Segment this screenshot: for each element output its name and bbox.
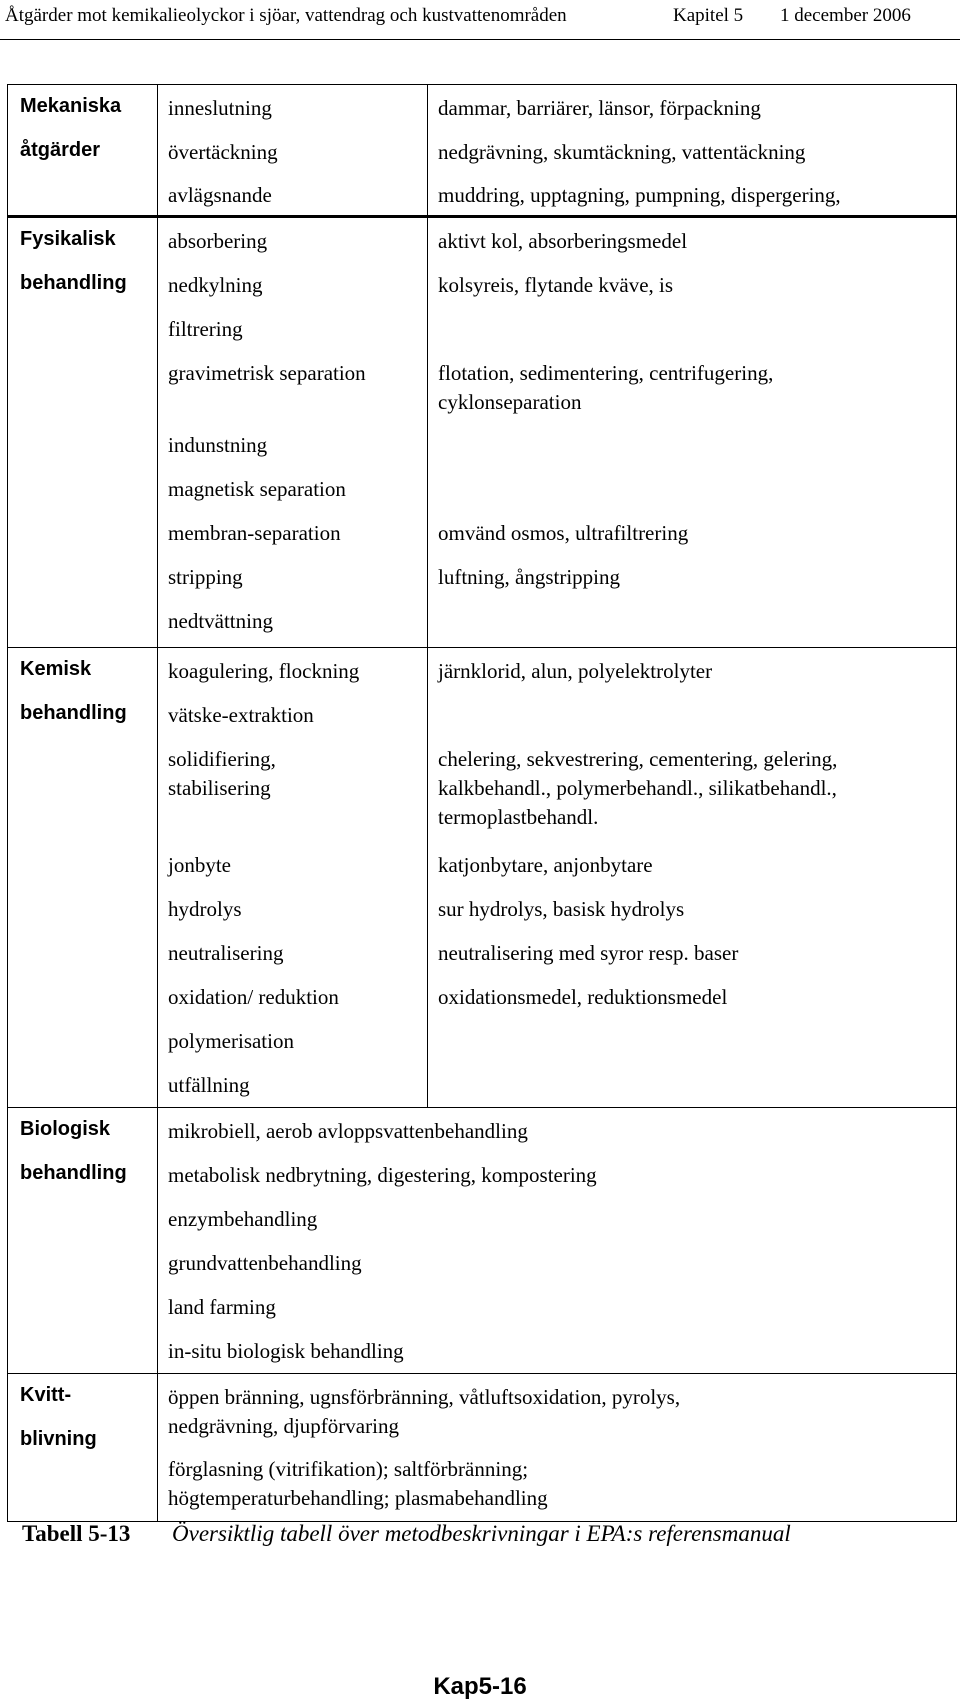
method-item: stripping	[168, 565, 243, 589]
method-item: nedkylning	[168, 273, 263, 297]
method-line: öppen bränning, ugnsförbränning, våtluftsoxidation, pyrolys,	[168, 1385, 681, 1409]
document-date: 1 december 2006	[780, 5, 911, 26]
methods-table	[7, 84, 957, 1522]
example-item	[428, 427, 956, 471]
category-cell	[8, 85, 158, 217]
example-item	[428, 1023, 956, 1067]
method-item: absorbering	[168, 229, 268, 253]
category-cell	[8, 217, 158, 648]
method-item: metabolisk nedbrytning, digestering, kompostering	[168, 1163, 597, 1187]
method-item: koagulering, flockning	[168, 659, 360, 683]
example-line: flotation, sedimentering, centrifugering,	[438, 361, 774, 385]
example-line: cyklonseparation	[438, 390, 582, 414]
example-item: oxidationsmedel, reduktionsmedel	[438, 985, 728, 1009]
method-line: solidifiering,	[168, 747, 276, 771]
example-line: chelering, sekvestrering, cementering, gelering,	[438, 747, 838, 771]
table-number: Tabell 5-13	[22, 1521, 131, 1546]
example-item: muddring, upptagning, pumpning, dispergering,	[438, 183, 841, 207]
method-line: nedgrävning, djupförvaring	[168, 1414, 399, 1438]
method-item: filtrering	[168, 317, 243, 341]
method-item: inneslutning	[168, 96, 272, 120]
category-label: behandling	[20, 272, 127, 294]
example-item	[428, 355, 956, 427]
example-item: dammar, barriärer, länsor, förpackning	[438, 96, 761, 120]
method-line: stabilisering	[168, 776, 271, 800]
page-number: Kap5-16	[433, 1673, 527, 1700]
example-item: sur hydrolys, basisk hydrolys	[438, 897, 685, 921]
document-title: Åtgärder mot kemikalieolyckor i sjöar, vattendrag och kustvattenområden	[5, 5, 567, 26]
method-item: vätske-extraktion	[168, 703, 314, 727]
example-line: kalkbehandl., polymerbehandl., silikatbehandl.,	[438, 776, 837, 800]
category-cell	[8, 1374, 158, 1522]
method-list	[158, 648, 428, 1108]
method-item: in-situ biologisk behandling	[168, 1339, 404, 1363]
method-item: övertäckning	[168, 140, 278, 164]
method-item: neutralisering	[168, 941, 284, 965]
example-item	[428, 697, 956, 741]
example-item: aktivt kol, absorberingsmedel	[438, 229, 688, 253]
category-label: blivning	[20, 1428, 97, 1450]
example-item: kolsyreis, flytande kväve, is	[438, 273, 674, 297]
method-item: land farming	[168, 1295, 276, 1319]
example-item: nedgrävning, skumtäckning, vattentäckning	[438, 140, 806, 164]
category-label: åtgärder	[20, 139, 101, 161]
category-label: Fysikalisk	[20, 228, 116, 250]
section-biological	[8, 1108, 957, 1374]
category-cell	[8, 1108, 158, 1374]
table-caption	[22, 1521, 942, 1555]
page-header	[0, 0, 960, 40]
method-item: indunstning	[168, 433, 268, 457]
example-line: termoplastbehandl.	[438, 805, 599, 829]
example-list	[428, 217, 957, 648]
example-item	[428, 471, 956, 515]
example-item: luftning, ångstripping	[438, 565, 620, 589]
method-item: membran-separation	[168, 521, 341, 545]
example-item	[428, 311, 956, 355]
method-item: jonbyte	[168, 853, 231, 877]
method-item: hydrolys	[168, 897, 242, 921]
method-list	[158, 1374, 957, 1522]
example-item: neutralisering med syror resp. baser	[438, 941, 739, 965]
method-item: oxidation/ reduktion	[168, 985, 339, 1009]
example-item: omvänd osmos, ultrafiltrering	[438, 521, 689, 545]
method-item: utfällning	[168, 1073, 250, 1097]
category-label: Kemisk	[20, 658, 92, 680]
method-item	[158, 741, 427, 847]
example-item	[428, 1067, 956, 1107]
method-item: enzymbehandling	[168, 1207, 318, 1231]
method-item	[158, 1451, 956, 1521]
method-item: gravimetrisk separation	[168, 361, 366, 385]
method-line: förglasning (vitrifikation); saltförbränning;	[168, 1457, 529, 1481]
section-chemical	[8, 648, 957, 1108]
table-caption-text: Översiktlig tabell över metodbeskrivningar i EPA:s referensmanual	[172, 1521, 791, 1546]
section-disposal	[8, 1374, 957, 1522]
example-list	[428, 85, 957, 217]
method-item	[158, 1379, 956, 1451]
category-label: behandling	[20, 1162, 127, 1184]
chapter-label: Kapitel 5	[673, 5, 744, 26]
section-mechanical	[8, 85, 957, 217]
category-label: Biologisk	[20, 1118, 111, 1140]
example-item	[428, 603, 956, 647]
example-item: katjonbytare, anjonbytare	[438, 853, 653, 877]
method-item: grundvattenbehandling	[168, 1251, 362, 1275]
example-item: järnklorid, alun, polyelektrolyter	[438, 659, 713, 683]
category-cell	[8, 648, 158, 1108]
method-item: magnetisk separation	[168, 477, 346, 501]
method-item: nedtvättning	[168, 609, 273, 633]
method-item: avlägsnande	[168, 183, 272, 207]
method-list	[158, 217, 428, 648]
method-list	[158, 1108, 957, 1374]
example-item	[428, 741, 956, 847]
example-list	[428, 648, 957, 1108]
category-label: behandling	[20, 702, 127, 724]
method-item: mikrobiell, aerob avloppsvattenbehandling	[168, 1119, 528, 1143]
category-label: Kvitt-	[20, 1384, 72, 1406]
method-line: högtemperaturbehandling; plasmabehandling	[168, 1486, 548, 1510]
method-item: polymerisation	[168, 1029, 294, 1053]
section-physical	[8, 217, 957, 648]
method-list	[158, 85, 428, 217]
category-label: Mekaniska	[20, 95, 122, 117]
